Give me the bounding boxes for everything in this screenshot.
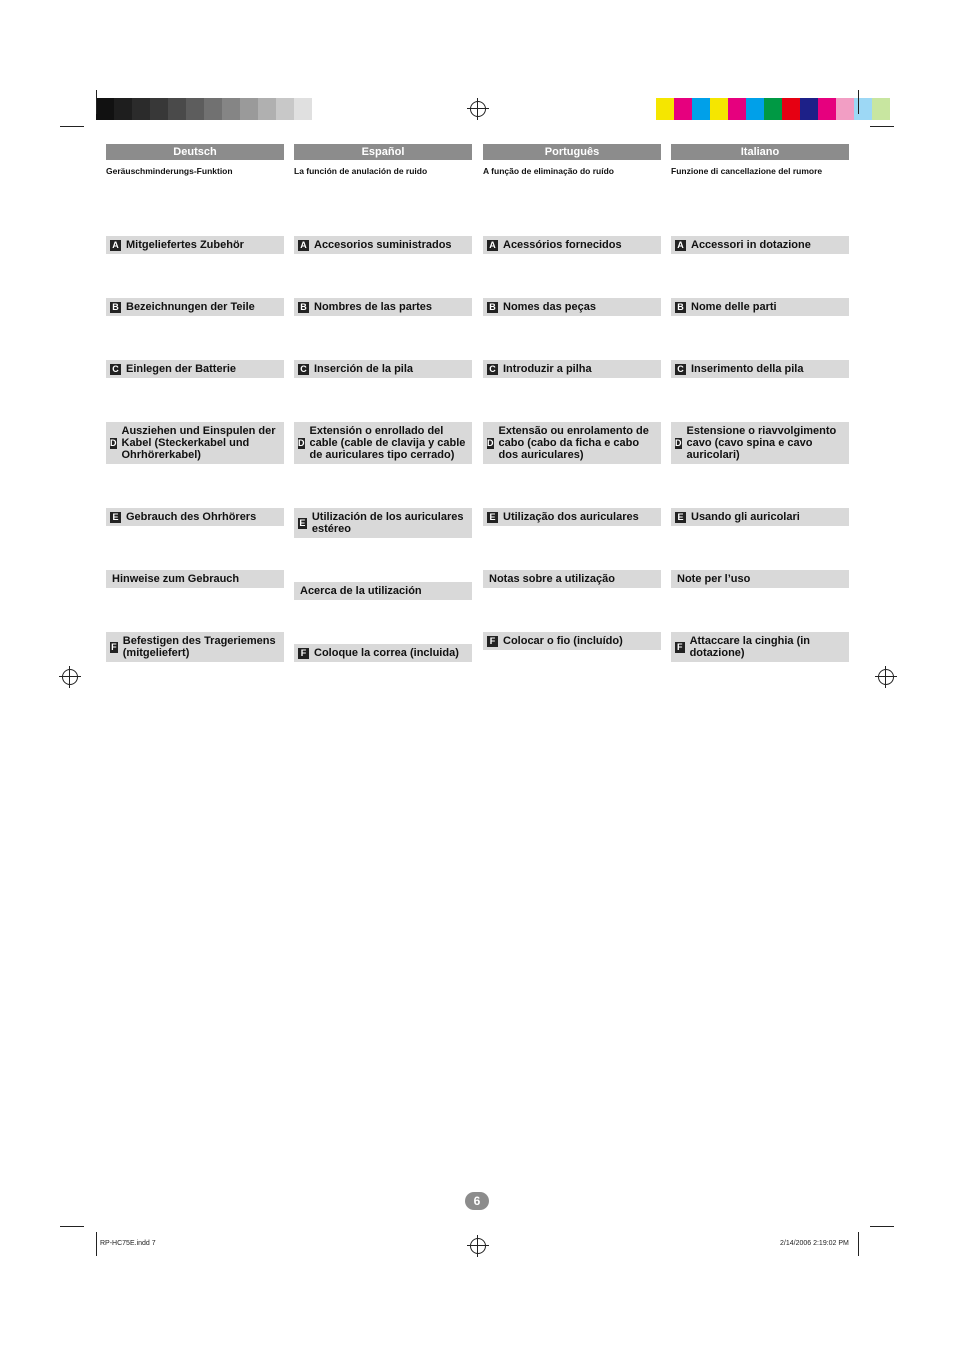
- section-title: Notas sobre a utilização: [489, 573, 615, 585]
- section-title: Ausziehen und Einspulen der Kabel (Steckerkabel und Ohrhörerkabel): [121, 425, 276, 461]
- section-letter-badge: E: [299, 518, 306, 528]
- color-swatch: [692, 98, 710, 120]
- crop-mark: [96, 90, 97, 114]
- section-heading: [671, 360, 849, 378]
- crop-mark: [858, 90, 859, 114]
- color-swatch: [764, 98, 782, 120]
- section-title: Colocar o fio (incluído): [503, 635, 623, 647]
- section-heading: [483, 632, 661, 650]
- color-swatch: [132, 98, 150, 120]
- color-swatch: [728, 98, 746, 120]
- section-heading: [106, 236, 284, 254]
- section-title: Coloque la correa (incluida): [314, 647, 459, 659]
- crop-mark: [60, 126, 84, 127]
- section-title: Bezeichnungen der Teile: [126, 301, 255, 313]
- footer-timestamp: 2/14/2006 2:19:02 PM: [780, 1240, 849, 1247]
- color-swatch: [258, 98, 276, 120]
- section-heading: [294, 644, 472, 662]
- section-heading: [294, 360, 472, 378]
- color-swatch: [222, 98, 240, 120]
- section-title: Utilização dos auriculares: [503, 511, 639, 523]
- color-swatch: [96, 98, 114, 120]
- section-heading: [671, 508, 849, 526]
- section-letter-badge: E: [487, 512, 498, 523]
- column-italiano: [671, 144, 849, 706]
- color-swatch: [294, 98, 312, 120]
- section-heading: [106, 570, 284, 588]
- section-heading: [294, 582, 472, 600]
- color-swatch: [276, 98, 294, 120]
- registration-mark-icon: [470, 101, 486, 117]
- section-title: Extensión o enrollado del cable (cable de clavija y cable de auriculares tipo cerrado): [309, 425, 466, 461]
- section-heading: [483, 422, 661, 464]
- section-title: Utilización de los auriculares estéreo: [311, 511, 464, 535]
- section-title: Extensão ou enrolamento de cabo (cabo da ficha e cabo dos auriculares): [498, 425, 649, 461]
- section-heading: [106, 298, 284, 316]
- registration-mark-icon: [62, 669, 78, 685]
- section-heading: [671, 422, 849, 464]
- section-heading: [106, 508, 284, 526]
- intro-title: A função de eliminação do ruído: [483, 166, 614, 176]
- section-title: Befestigen des Trageriemens (mitgeliefert): [122, 635, 276, 659]
- section-title: Hinweise zum Gebrauch: [112, 573, 240, 585]
- section-title: Introduzir a pilha: [503, 363, 592, 375]
- color-swatch: [150, 98, 168, 120]
- section-letter-badge: D: [110, 438, 117, 448]
- color-swatch: [836, 98, 854, 120]
- section-heading: [106, 360, 284, 378]
- color-swatch: [186, 98, 204, 120]
- color-swatch: [782, 98, 800, 120]
- color-swatch: [204, 98, 222, 120]
- section-letter-badge: E: [110, 512, 121, 523]
- section-letter-badge: C: [298, 364, 309, 375]
- section-title: Note per l’uso: [677, 573, 751, 585]
- page-number: 6: [465, 1192, 489, 1210]
- section-heading: [483, 570, 661, 588]
- section-letter-badge: F: [675, 642, 685, 653]
- section-letter-badge: E: [675, 512, 686, 523]
- color-swatch: [656, 98, 674, 120]
- section-heading: [106, 632, 284, 662]
- intro-title: La función de anulación de ruido: [294, 166, 428, 176]
- section-letter-badge: F: [111, 642, 117, 652]
- color-swatch: [872, 98, 890, 120]
- registration-mark-icon: [878, 669, 894, 685]
- section-heading: [106, 422, 284, 464]
- process-color-bar: [656, 98, 890, 120]
- section-letter-badge: A: [675, 240, 686, 251]
- section-title: Einlegen der Batterie: [126, 363, 237, 375]
- language-heading: Italiano: [671, 144, 849, 160]
- section-title: Nomes das peças: [503, 301, 596, 313]
- section-heading: [294, 508, 472, 538]
- section-heading: [294, 236, 472, 254]
- section-title: Nombres de las partes: [314, 301, 432, 313]
- section-heading: [671, 236, 849, 254]
- section-title: Acessórios fornecidos: [503, 239, 622, 251]
- language-heading: Português: [483, 144, 661, 160]
- crop-mark: [858, 1232, 859, 1256]
- crop-mark: [870, 126, 894, 127]
- color-swatch: [114, 98, 132, 120]
- section-heading: [483, 236, 661, 254]
- color-swatch: [746, 98, 764, 120]
- intro-title: Geräuschminderungs-Funktion: [106, 166, 233, 176]
- section-letter-badge: D: [298, 438, 305, 448]
- intro-title: Funzione di cancellazione del rumore: [671, 166, 823, 176]
- section-title: Accesorios suministrados: [314, 239, 452, 251]
- color-swatch: [674, 98, 692, 120]
- section-title: Estensione o riavvolgimento cavo (cavo spina e cavo auricolari): [686, 425, 837, 461]
- section-letter-badge: C: [110, 364, 121, 375]
- section-title: Accessori in dotazione: [691, 239, 811, 251]
- section-heading: [671, 570, 849, 588]
- section-heading: [294, 422, 472, 464]
- section-letter-badge: C: [675, 364, 686, 375]
- color-swatch: [710, 98, 728, 120]
- section-title: Acerca de la utilización: [300, 585, 422, 597]
- section-title: Attaccare la cinghia (in dotazione): [689, 635, 811, 659]
- section-letter-badge: F: [487, 636, 498, 647]
- section-heading: [671, 632, 849, 662]
- section-title: Inserimento della pila: [691, 363, 804, 375]
- column-portugues: [483, 144, 661, 694]
- color-swatch: [800, 98, 818, 120]
- registration-mark-icon: [470, 1238, 486, 1254]
- color-swatch: [818, 98, 836, 120]
- section-heading: [483, 508, 661, 526]
- footer-file: RP-HC75E.indd 7: [100, 1240, 156, 1247]
- section-title: Inserción de la pila: [314, 363, 414, 375]
- crop-mark: [870, 1226, 894, 1227]
- section-heading: [483, 360, 661, 378]
- grayscale-color-bar: [96, 98, 312, 120]
- section-letter-badge: A: [110, 240, 121, 251]
- section-letter-badge: A: [487, 240, 498, 251]
- language-heading: Español: [294, 144, 472, 160]
- section-heading: [483, 298, 661, 316]
- section-letter-badge: D: [675, 438, 682, 448]
- section-letter-badge: A: [298, 240, 309, 251]
- section-title: Mitgeliefertes Zubehör: [126, 239, 244, 251]
- color-swatch: [168, 98, 186, 120]
- crop-mark: [96, 1232, 97, 1256]
- section-letter-badge: B: [675, 302, 686, 313]
- color-swatch: [240, 98, 258, 120]
- section-letter-badge: B: [110, 302, 121, 313]
- section-letter-badge: F: [298, 648, 309, 659]
- color-swatch: [854, 98, 872, 120]
- section-title: Nome delle parti: [691, 301, 777, 313]
- section-heading: [294, 298, 472, 316]
- section-title: Gebrauch des Ohrhörers: [126, 511, 257, 523]
- section-heading: [671, 298, 849, 316]
- section-letter-badge: D: [487, 438, 494, 448]
- section-letter-badge: B: [298, 302, 309, 313]
- section-title: Usando gli auricolari: [691, 511, 800, 523]
- column-deutsch: [106, 144, 284, 706]
- column-espanol: [294, 144, 472, 706]
- section-letter-badge: B: [487, 302, 498, 313]
- language-heading: Deutsch: [106, 144, 284, 160]
- section-letter-badge: C: [487, 364, 498, 375]
- crop-mark: [60, 1226, 84, 1227]
